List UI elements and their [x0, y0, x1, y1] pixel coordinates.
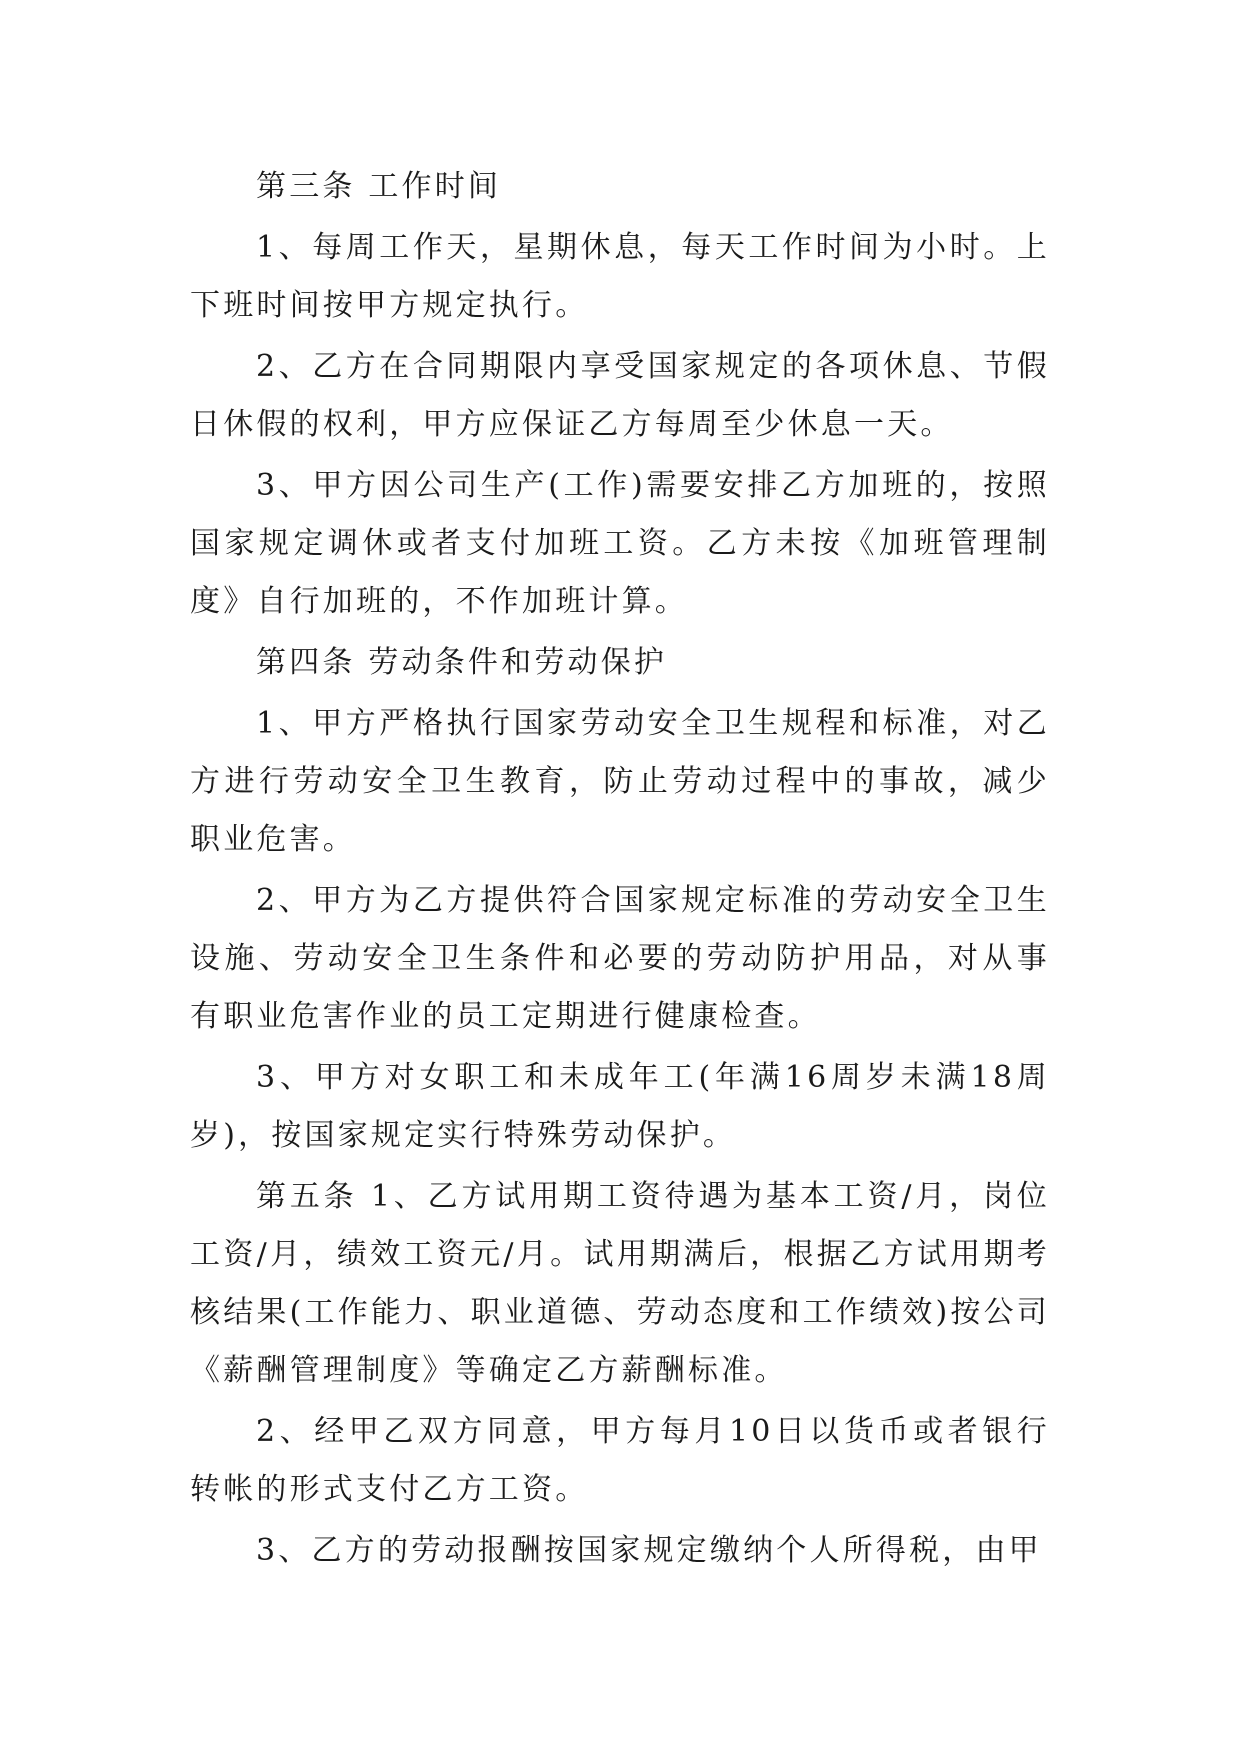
document-body [190, 158, 1050, 1583]
article-4-heading: 第四条 劳动条件和劳动保护 [256, 645, 668, 680]
article-4-clause-1: 1、甲方严格执行国家劳动安全卫生规程和标准，对乙方进行劳动安全卫生教育，防止劳动过程中的事故，减少职业危害。 [190, 706, 1050, 857]
article-4-clause-2: 2、甲方为乙方提供符合国家规定标准的劳动安全卫生设施、劳动安全卫生条件和必要的劳动防护用品，对从事有职业危害作业的员工定期进行健康检查。 [190, 883, 1050, 1034]
article-3-heading: 第三条 工作时间 [256, 169, 502, 204]
article-3-clause-1: 1、每周工作天，星期休息，每天工作时间为小时。上下班时间按甲方规定执行。 [190, 230, 1050, 323]
article-3-clause-2: 2、乙方在合同期限内享受国家规定的各项休息、节假日休假的权利，甲方应保证乙方每周至少休息一天。 [190, 349, 1050, 442]
article-5-clause-1: 第五条 1、乙方试用期工资待遇为基本工资/月，岗位工资/月，绩效工资元/月。试用期满后，根据乙方试用期考核结果(工作能力、职业道德、劳动态度和工作绩效)按公司《薪酬管理制度》等确定乙方薪酬标准。 [190, 1179, 1050, 1388]
article-5-clause-3: 3、乙方的劳动报酬按国家规定缴纳个人所得税，由甲 [256, 1533, 1042, 1568]
article-3-clause-3: 3、甲方因公司生产(工作)需要安排乙方加班的，按照国家规定调休或者支付加班工资。乙方未按《加班管理制度》自行加班的，不作加班计算。 [190, 468, 1050, 619]
article-4-clause-3: 3、甲方对女职工和未成年工(年满16周岁未满18周岁)，按国家规定实行特殊劳动保护。 [190, 1060, 1050, 1153]
article-5-clause-2: 2、经甲乙双方同意，甲方每月10日以货币或者银行转帐的形式支付乙方工资。 [190, 1414, 1050, 1507]
